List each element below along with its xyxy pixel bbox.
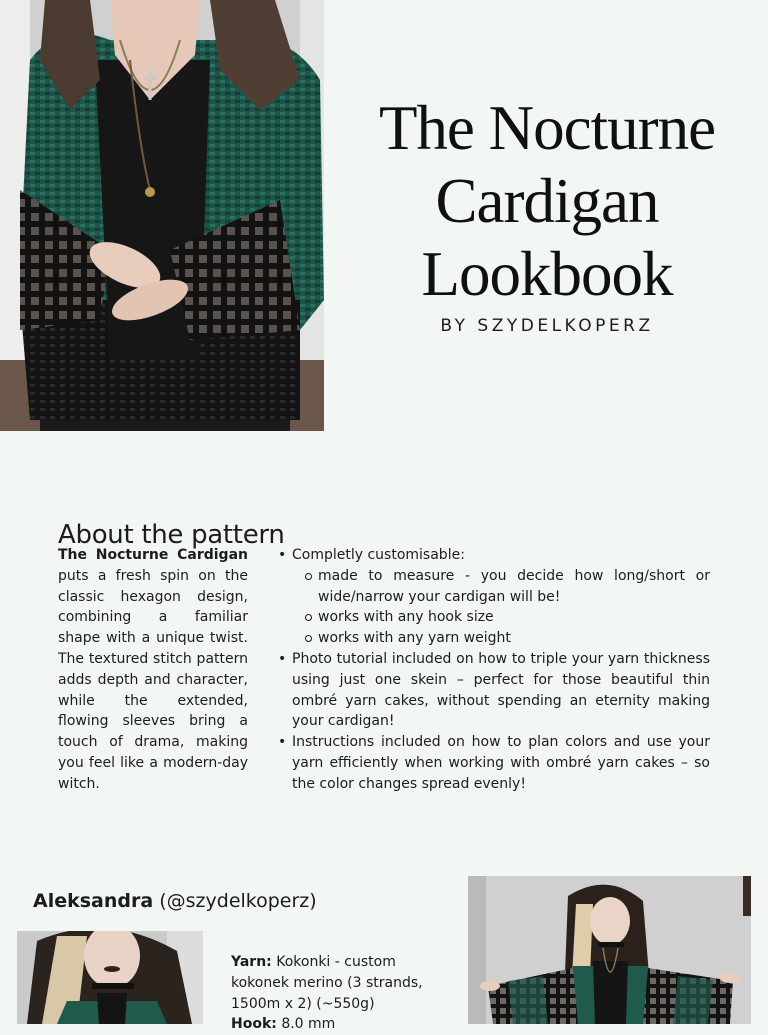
hook-value: 8.0 mm xyxy=(276,1016,336,1033)
feature-subitem: works with any yarn weight xyxy=(292,628,710,649)
title-line-2: Cardigan xyxy=(435,166,659,236)
title-line-1: The Nocturne xyxy=(378,93,716,163)
features-list xyxy=(276,545,710,795)
tester-first-name: Aleksandra xyxy=(33,890,154,912)
intro-pattern-name: The Nocturne Cardigan xyxy=(58,547,248,563)
intro-paragraph xyxy=(58,545,248,795)
yarn-label: Yarn: xyxy=(231,954,272,970)
feature-item: • Photo tutorial included on how to triple your yarn thickness using just one skein – perfect for those beautiful thin ombré yarn cakes, without spending an eternity making your cardigan! xyxy=(276,649,710,732)
lookbook-title xyxy=(340,92,754,311)
yarn-info xyxy=(231,952,446,1035)
feature-subitem: made to measure - you decide how long/short or wide/narrow your cardigan will be! xyxy=(292,566,710,608)
feature-customisable: Completly customisable: xyxy=(292,547,465,563)
feature-item xyxy=(276,545,710,649)
title-line-3: Lookbook xyxy=(421,239,673,309)
tester-name xyxy=(33,890,317,912)
hero-photo xyxy=(0,0,324,431)
intro-text: puts a fresh spin on the classic hexagon design, combining a familiar shape with a unique twist. The textured stitch pattern adds depth and character, while the extended, flowing sleeves bring a touch of drama, making you feel like a modern-day witch. xyxy=(58,567,248,792)
tester-portrait-photo xyxy=(17,931,203,1024)
yarn-value: Kokonki - custom kokonek merino (3 strands, 1500m x 2) (~550g) xyxy=(231,954,423,1012)
hook-line xyxy=(231,1014,446,1035)
feature-item: • Instructions included on how to plan colors and use your yarn efficiently when working with ombré yarn cakes – so the color changes spread evenly! xyxy=(276,732,710,794)
tester-handle: (@szydelkoperz) xyxy=(153,890,317,912)
author-byline: BY SZYDELKOPERZ xyxy=(440,316,654,336)
about-heading: About the pattern xyxy=(58,519,285,550)
hook-label: Hook: xyxy=(231,1016,277,1033)
tester-fullbody-photo xyxy=(468,876,751,1024)
feature-sublist xyxy=(292,566,710,649)
yarn-line xyxy=(231,952,446,1014)
feature-subitem: works with any hook size xyxy=(292,607,710,628)
